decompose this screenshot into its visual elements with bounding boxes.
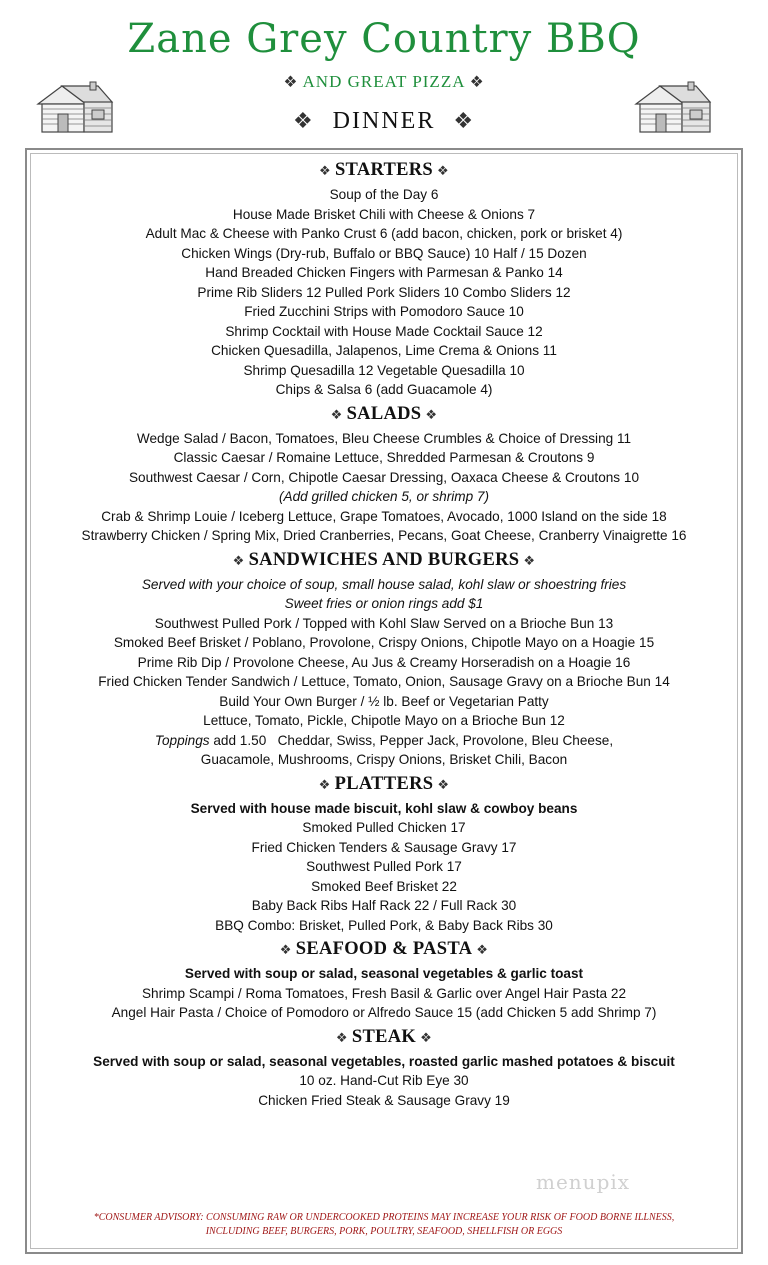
diamond-ornament-icon: ❖ bbox=[453, 108, 476, 133]
menu-item: Soup of the Day 6 bbox=[329, 187, 439, 202]
menu-item: 10 oz. Hand-Cut Rib Eye 30 bbox=[299, 1073, 469, 1088]
diamond-ornament-icon: ❖ bbox=[330, 406, 343, 422]
section-title-text: STARTERS bbox=[334, 160, 434, 180]
menu-item: Smoked Beef Brisket / Poblano, Provolone, Crispy Onions, Chipotle Mayo on a Hoagie 15 bbox=[113, 635, 655, 650]
log-cabin-icon bbox=[32, 80, 116, 136]
section-title bbox=[27, 400, 741, 429]
diamond-ornament-icon: ❖ bbox=[232, 552, 245, 568]
section-title bbox=[27, 770, 741, 799]
advisory-line: *CONSUMER ADVISORY: CONSUMING RAW OR UNDERCOOKED PROTEINS MAY INCREASE YOUR RISK OF FOOD BORNE ILLNESS, bbox=[93, 1212, 675, 1223]
menu-item: Wedge Salad / Bacon, Tomatoes, Bleu Cheese Crumbles & Choice of Dressing 11 bbox=[136, 430, 632, 446]
consumer-advisory bbox=[30, 1211, 738, 1239]
toppings-label: Toppings bbox=[154, 732, 210, 748]
menu-item: Baby Back Ribs Half Rack 22 / Full Rack 30 bbox=[251, 898, 517, 913]
menu-item: Fried Chicken Tender Sandwich / Lettuce, Tomato, Onion, Sausage Gravy on a Brioche Bun 14 bbox=[98, 674, 670, 689]
toppings-line bbox=[27, 731, 741, 751]
menu-item: Southwest Caesar / Corn, Chipotle Caesar Dressing, Oaxaca Cheese & Croutons 10 bbox=[128, 469, 640, 485]
watermark: menupix bbox=[536, 1170, 631, 1194]
menu-item: Southwest Pulled Pork / Topped with Kohl Slaw Served on a Brioche Bun 13 bbox=[154, 615, 614, 631]
section-title-text: SANDWICHES AND BURGERS bbox=[248, 549, 520, 570]
menu-item: Hand Breaded Chicken Fingers with Parmesan & Panko 14 bbox=[205, 265, 563, 280]
section-note: Served with soup or salad, seasonal vegetables, roasted garlic mashed potatoes & biscuit bbox=[93, 1053, 675, 1069]
section-title-text: SEAFOOD & PASTA bbox=[295, 939, 473, 959]
menu-item: Lettuce, Tomato, Pickle, Chipotle Mayo on a Brioche Bun 12 bbox=[203, 713, 565, 728]
section-salads bbox=[27, 400, 741, 546]
menu-item: Angel Hair Pasta / Choice of Pomodoro or Alfredo Sauce 15 (add Chicken 5 add Shrimp 7) bbox=[111, 1005, 657, 1020]
menu-header bbox=[0, 0, 768, 148]
menu-item: Crab & Shrimp Louie / Iceberg Lettuce, Grape Tomatoes, Avocado, 1000 Island on the side 18 bbox=[101, 508, 667, 524]
menu-item: Prime Rib Sliders 12 Pulled Pork Sliders 10 Combo Sliders 12 bbox=[197, 284, 571, 300]
restaurant-name: Zane Grey Country BBQ bbox=[127, 16, 641, 62]
section-note: Sweet fries or onion rings add $1 bbox=[284, 596, 484, 611]
section-note: Served with house made biscuit, kohl slaw & cowboy beans bbox=[190, 800, 578, 816]
section-title bbox=[27, 1023, 741, 1052]
diamond-ornament-icon: ❖ bbox=[437, 776, 450, 792]
log-cabin-icon bbox=[630, 80, 714, 136]
section-steak bbox=[27, 1023, 741, 1111]
toppings-line: Guacamole, Mushrooms, Crispy Onions, Brisket Chili, Bacon bbox=[200, 752, 568, 767]
menu-item: Chicken Quesadilla, Jalapenos, Lime Crema & Onions 11 bbox=[211, 343, 557, 358]
menu-body bbox=[27, 156, 741, 1110]
menu-item: Adult Mac & Cheese with Panko Crust 6 (add bacon, chicken, pork or brisket 4) bbox=[145, 226, 623, 241]
diamond-ornament-icon: ❖ bbox=[335, 1029, 348, 1045]
menu-item: BBQ Combo: Brisket, Pulled Pork, & Baby Back Ribs 30 bbox=[215, 917, 553, 933]
section-title bbox=[27, 156, 741, 185]
diamond-ornament-icon: ❖ bbox=[279, 942, 292, 957]
menu-item: Prime Rib Dip / Provolone Cheese, Au Jus & Creamy Horseradish on a Hoagie 16 bbox=[137, 654, 631, 670]
menu-item: House Made Brisket Chili with Cheese & Onions 7 bbox=[232, 206, 536, 222]
section-title-text: SALADS bbox=[346, 403, 422, 424]
diamond-ornament-icon: ❖ bbox=[523, 552, 536, 568]
diamond-ornament-icon: ❖ bbox=[283, 74, 299, 91]
menu-name-text: DINNER bbox=[332, 108, 436, 134]
section-note: (Add grilled chicken 5, or shrimp 7) bbox=[278, 489, 490, 504]
section-title bbox=[27, 546, 741, 575]
menu-item: Smoked Pulled Chicken 17 bbox=[302, 820, 466, 835]
section-sandwiches bbox=[27, 546, 741, 770]
diamond-ornament-icon: ❖ bbox=[476, 942, 489, 957]
section-seafood-pasta bbox=[27, 935, 741, 1023]
diamond-ornament-icon: ❖ bbox=[420, 1029, 433, 1045]
section-title bbox=[27, 935, 741, 964]
menu-item: Chicken Fried Steak & Sausage Gravy 19 bbox=[258, 1092, 510, 1108]
menu-item: Shrimp Quesadilla 12 Vegetable Quesadilla 10 bbox=[243, 362, 525, 378]
menu-item: Smoked Beef Brisket 22 bbox=[311, 878, 457, 894]
menu-item: Southwest Pulled Pork 17 bbox=[306, 859, 462, 874]
diamond-ornament-icon: ❖ bbox=[469, 74, 485, 91]
section-note: Served with your choice of soup, small house salad, kohl slaw or shoestring fries bbox=[141, 576, 627, 592]
diamond-ornament-icon: ❖ bbox=[292, 108, 315, 133]
menu-item: Chips & Salsa 6 (add Guacamole 4) bbox=[275, 382, 493, 397]
diamond-ornament-icon: ❖ bbox=[437, 163, 449, 178]
section-starters bbox=[27, 156, 741, 400]
menu-item: Chicken Wings (Dry-rub, Buffalo or BBQ Sauce) 10 Half / 15 Dozen bbox=[181, 245, 587, 261]
diamond-ornament-icon: ❖ bbox=[318, 776, 331, 792]
menu-item: Build Your Own Burger / ½ lb. Beef or Vegetarian Patty bbox=[219, 693, 549, 709]
menu-item: Fried Chicken Tenders & Sausage Gravy 17 bbox=[251, 839, 517, 855]
menu-item: Classic Caesar / Romaine Lettuce, Shredded Parmesan & Croutons 9 bbox=[173, 450, 595, 465]
tagline-text: AND GREAT PIZZA bbox=[302, 72, 465, 91]
section-title-text: PLATTERS bbox=[334, 773, 434, 794]
diamond-ornament-icon: ❖ bbox=[319, 163, 331, 178]
section-platters bbox=[27, 770, 741, 936]
menu-item: Shrimp Cocktail with House Made Cocktail Sauce 12 bbox=[225, 323, 543, 339]
advisory-line: INCLUDING BEEF, BURGERS, PORK, POULTRY, SEAFOOD, SHELLFISH OR EGGS bbox=[205, 1226, 563, 1237]
menu-item: Fried Zucchini Strips with Pomodoro Sauce 10 bbox=[244, 304, 524, 319]
menu-item: Shrimp Scampi / Roma Tomatoes, Fresh Basil & Garlic over Angel Hair Pasta 22 bbox=[141, 985, 627, 1001]
menu-item: Strawberry Chicken / Spring Mix, Dried Cranberries, Pecans, Goat Cheese, Cranberry Vinaigrette 16 bbox=[81, 528, 687, 543]
section-title-text: STEAK bbox=[351, 1026, 417, 1047]
section-note: Served with soup or salad, seasonal vegetables & garlic toast bbox=[184, 966, 584, 981]
diamond-ornament-icon: ❖ bbox=[425, 406, 438, 422]
toppings-text: add 1.50 Cheddar, Swiss, Pepper Jack, Provolone, Bleu Cheese, bbox=[209, 732, 614, 748]
